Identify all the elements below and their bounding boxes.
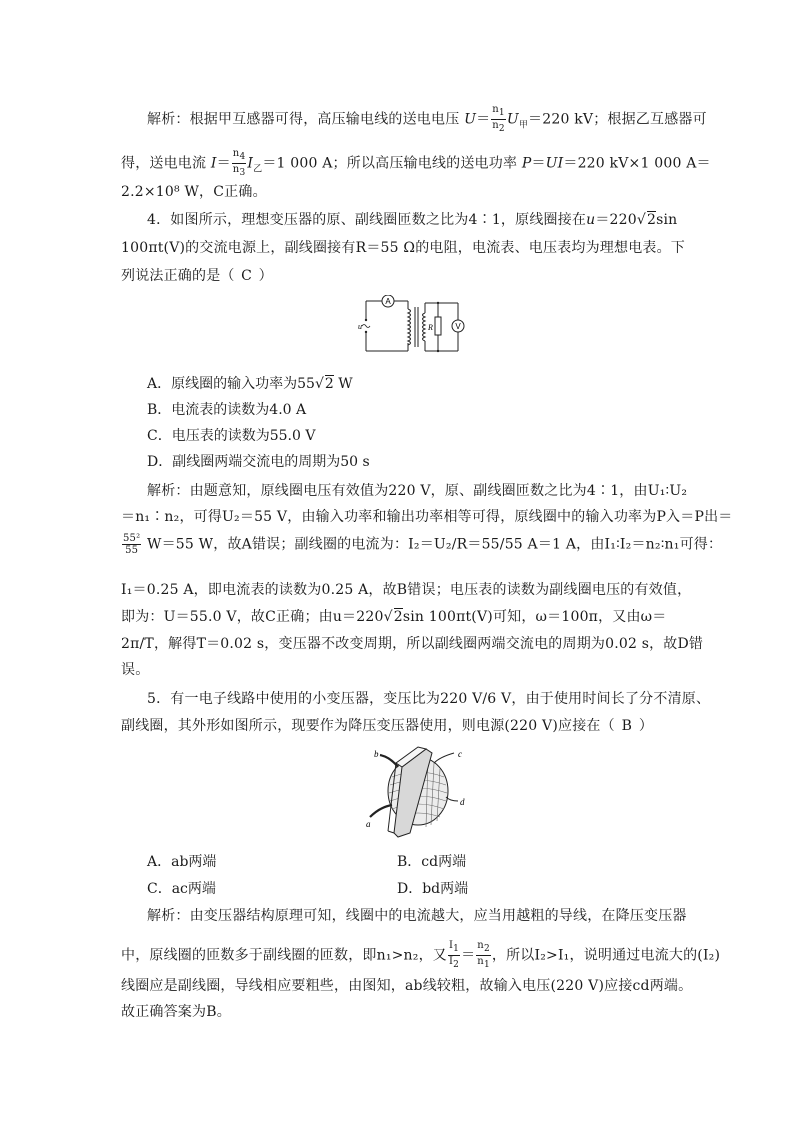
resistor-icon (435, 317, 441, 335)
svg-text:c: c (458, 749, 462, 759)
analysis5-line2: 中，原线圈的匝数多于副线圈的匝数，即n₁>n₂，又 $\frac{I1}{I2}$ ＝ $\frac{n2}{n1}$ ，所以I₂>I₁，说明通过电流大的(I₂) (121, 940, 721, 970)
q5-option-a: A．ab两端 (147, 854, 217, 870)
analysis4-line5: 即为：U＝55.0 V，故C正确；由u＝220√2sin 100πt(V)可知，ω＝100π，又由ω＝ (121, 609, 667, 625)
svg-text:V: V (455, 322, 461, 331)
svg-text:b: b (374, 749, 379, 759)
power-fraction: $\frac{\text{55²}}{55}$ (123, 533, 141, 556)
circuit-diagram (350, 295, 470, 357)
ratio-fraction: $\frac{n4}{n3}$ (232, 148, 246, 178)
svg-text:A: A (385, 297, 391, 306)
q5-line2: 副线圈，其外形如图所示，现要作为降压变压器使用，则电源(220 V)应接在（ B ） (121, 718, 654, 734)
analysis3-line2: 得，送电电流 I＝ $\frac{n4}{n3}$ $I_乙=1$ 000 A；所以高压输电线的送电功率 P＝UI＝220 kV×1 000 A＝ (121, 148, 711, 178)
transformer-figure (358, 745, 470, 841)
analysis5-line3: 线圈应是副线圈，导线相应要粗些，由图知，ab线较粗，故输入电压(220 V)应接cd两端。 (121, 978, 693, 994)
q4-line3: 列说法正确的是（ C ） (121, 268, 273, 284)
q5-option-d: D．bd两端 (397, 881, 469, 897)
q4-option-d: D．副线圈两端交流电的周期为50 s (147, 454, 370, 470)
current-ratio-fraction: $\frac{I1}{I2}$ (449, 940, 460, 970)
primary-coil-icon (408, 309, 411, 345)
svg-text:a: a (366, 819, 371, 829)
q4-option-a: A．原线圈的输入功率为55√2 W (147, 376, 353, 392)
lead-c-icon (434, 753, 454, 763)
svg-text:d: d (460, 797, 465, 807)
ac-source-icon (362, 325, 370, 328)
q5-option-c: C．ac两端 (147, 881, 216, 897)
analysis5-line1: 解析：由变压器结构原理可知，线圈中的电流越大，应当用越粗的导线，在降压变压器 (147, 908, 687, 924)
svg-text:u: u (358, 322, 362, 331)
secondary-coil-icon (423, 313, 426, 341)
q5-line1: 5．有一电子线路中使用的小变压器，变压比为220 V/6 V，由于使用时间长了分不清原、 (147, 691, 711, 707)
lead-a-icon (370, 805, 392, 817)
q4-option-b: B．电流表的读数为4.0 A (147, 402, 307, 418)
analysis4-line3: $\frac{\text{55²}}{55}$ W＝55 W，故A错误；副线圈的电流为：I₂＝U₂/R＝55/55 A＝1 A，由I₁∶I₂＝n₂∶n₁可得： (123, 533, 723, 556)
q5-option-b: B．cd两端 (397, 854, 467, 870)
q4-line2: 100πt(V)的交流电源上，副线圈接有R＝55 Ω的电阻，电流表、电压表均为理想电表。下 (121, 240, 685, 256)
q4-answer: C (241, 268, 253, 284)
turns-ratio-fraction: $\frac{n2}{n1}$ (477, 940, 490, 970)
q5-answer: B (621, 718, 633, 734)
analysis4-line6: 2π/T，解得T＝0.02 s，变压器不改变周期，所以副线圈两端交流电的周期为0.02 s，故D错 (121, 636, 704, 652)
analysis4-line4: I₁＝0.25 A，即电流表的读数为0.25 A，故B错误；电压表的读数为副线圈电压的有效值， (121, 582, 692, 598)
lead-b-icon (380, 755, 398, 767)
analysis3-line1: 解析：根据甲互感器可得，高压输电线的送电电压 U＝ $\frac{n1}{n2}$ $U_甲=220$ kV；根据乙互感器可 (147, 104, 707, 134)
svg-text:R: R (428, 323, 433, 332)
q4-line1: 4．如图所示，理想变压器的原、副线圈匝数之比为4∶1，原线圈接在u＝220√2sin (147, 212, 678, 228)
ratio-fraction: $\frac{n1}{n2}$ (492, 104, 505, 134)
analysis3-line3: 2.2×10⁸ W，C正确。 (121, 184, 267, 200)
analysis4-line1: 解析：由题意知，原线圈电压有效值为220 V，原、副线圈匝数之比为4∶1，由U₁∶U₂ (147, 483, 688, 499)
q4-option-c: C．电压表的读数为55.0 V (147, 428, 316, 444)
analysis4-line2: ＝n₁∶n₂，可得U₂＝55 V，由输入功率和输出功率相等可得，原线圈中的输入功率为P入＝P出＝ (121, 509, 733, 525)
analysis5-line4: 故正确答案为B。 (121, 1004, 231, 1020)
analysis4-line7: 误。 (121, 662, 150, 678)
